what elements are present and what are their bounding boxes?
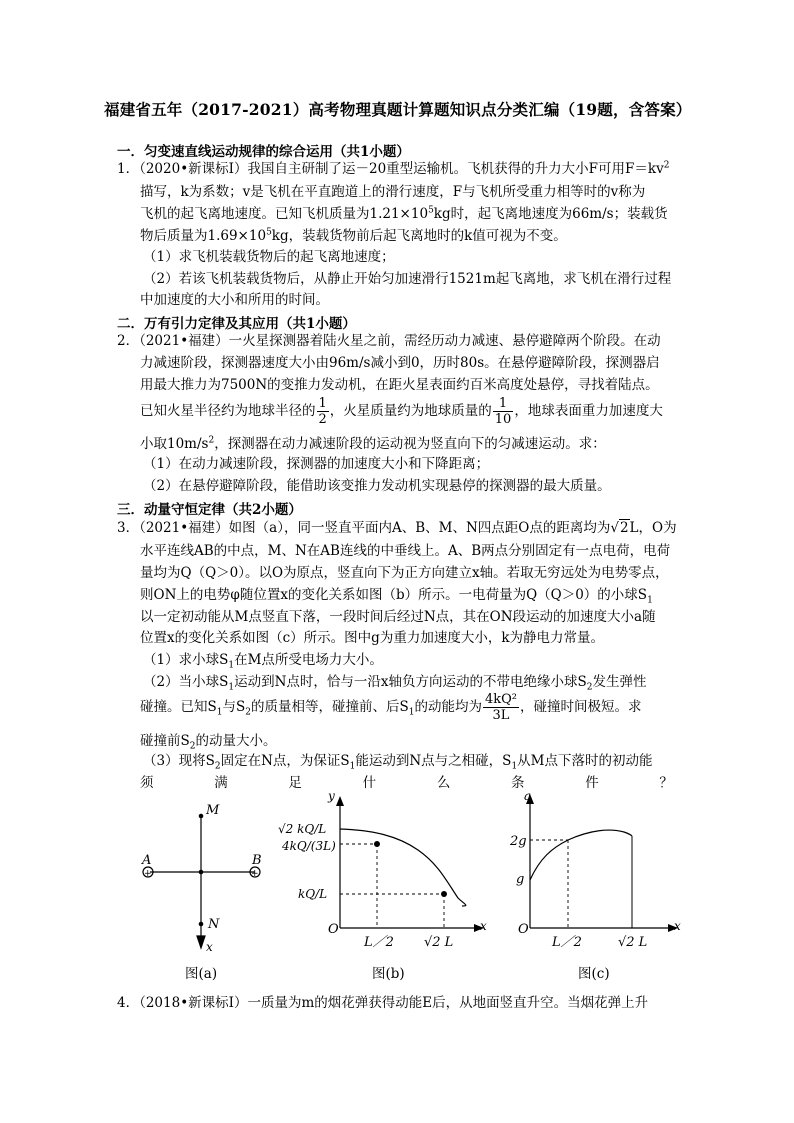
c-label-o: O (518, 922, 529, 937)
label-b: B (252, 853, 262, 868)
b-label-x: x (480, 919, 487, 933)
b-label-y2: 4kQ/(3L) (282, 839, 336, 853)
b-label-o: O (328, 922, 339, 937)
b-label-y3: kQ/L (298, 887, 328, 901)
c-label-x: x (674, 919, 681, 933)
section-heading-1: 一．匀变速直线运动规律的综合运用（共1小题） (117, 144, 410, 160)
b-label-x2: √2 L (424, 935, 454, 950)
q2-part-1: （1）在动力减速阶段，探测器的加速度大小和下降距离； (143, 456, 490, 472)
charge-a-sign: + (144, 869, 152, 879)
q3-line-1: 3．（2021•福建）如图（a），同一竖直平面内A、B、M、N四点距O点的距离均为√2L，O为 (117, 520, 677, 536)
figure-c (510, 788, 690, 968)
caption-b: 图(b) (372, 966, 405, 982)
fraction-half: $\frac{1}{2}$ (318, 396, 327, 427)
q3-line-6: 位置x的变化关系如图（c）所示。图中g为重力加速度大小，k为静电力常量。 (140, 630, 604, 646)
b-y-arrow-icon (336, 796, 344, 806)
q1-part-1: （1）求飞机装载货物后的起飞离地速度； (143, 249, 395, 265)
label-n: N (208, 917, 220, 932)
q2-part-2: （2）在悬停避障阶段，能借助该变推力发动机实现悬停的探测器的最大质量。 (143, 478, 611, 494)
x-axis-arrow-icon (197, 936, 205, 948)
b-point-1 (374, 841, 380, 847)
fraction-tenth: $\frac{1}{10}$ (494, 396, 512, 427)
potential-curve (340, 829, 466, 906)
figure-b (278, 788, 488, 968)
label-m: M (206, 803, 220, 818)
q3-part-2-end: 碰撞前$S_2$的动量大小。 (140, 733, 277, 752)
b-label-y: y (328, 789, 335, 803)
section-heading-3: 三．动量守恒定律（共2小题） (117, 502, 302, 518)
q3-line-3: 量均为Q（Q＞0）。以O为原点，竖直向下为正方向建立x轴。若取无穷远处为电势零点， (140, 565, 669, 581)
q1-line-2: 描写，k为系数；v是飞机在平直跑道上的滑行速度，F与飞机所受重力相等时的v称为 (140, 184, 646, 200)
q3-part-3: （3）现将$S_2$固定在N点，为保证$S_1$能运动到N点与之相碰，$S_1$从M点下落时的初动能 (143, 753, 653, 772)
q2-line-1: 2．（2021•福建）一火星探测器着陆火星之前，需经历动力减速、悬停避障两个阶段。在动 (117, 333, 661, 349)
figure-a (130, 788, 280, 968)
q3-line-5: 以一定初动能从M点竖直下落，一段时间后经过N点，其在ON段运动的加速度大小a随 (140, 609, 656, 625)
point-n (199, 922, 204, 927)
c-label-x1: L／2 (552, 935, 582, 950)
b-label-x1: L／2 (364, 935, 394, 950)
charge-b-sign: + (251, 869, 259, 879)
q3-line-2: 水平连线AB的中点，M、N在AB连线的中垂线上。A、B两点分别固定有一点电荷，电荷 (140, 543, 671, 559)
page-title: 福建省五年（2017-2021）高考物理真题计算题知识点分类汇编（19题，含答案） (104, 100, 692, 119)
q1-line-3: 飞机的起飞离地速度。已知飞机质量为$1.21\times 10^5kg$时，起飞离地速度为66m/s；装载货 (140, 205, 668, 222)
q4-line-1: 4．（2018•新课标Ⅰ）一质量为m的烟花弹获得动能E后，从地面竖直升空。当烟花弹上升 (117, 995, 649, 1011)
q3-line-4: 则ON上的电势φ随位置x的变化关系如图（b）所示。一电荷量为Q（Q＞0）的小球$S_1$ (140, 587, 653, 606)
caption-a: 图(a) (185, 966, 218, 982)
sqrt-two: √2 (610, 520, 629, 536)
label-a: A (142, 853, 152, 868)
q3-part-2-cont: 碰撞。已知$S_1$与$S_2$的质量相等，碰撞前、后$S_1$的动能均为 $\frac{\text{4kQ²}}{3L}$ ，碰撞时间极短。求 (140, 692, 642, 723)
q1-part-2-cont: 中加速度的大小和所用的时间。 (140, 292, 329, 308)
q3-part-3-cont: 须 满 足 什 么 条 件 ？ (140, 775, 673, 791)
fraction-energy: $\frac{\text{4kQ²}}{3L}$ (484, 692, 517, 723)
c-label-a: a (524, 789, 532, 803)
q1-line-1: 1．（2020•新课标Ⅰ）我国自主研制了运－20重型运输机。飞机获得的升力大小F可用$F=kv^2$ (117, 160, 670, 177)
q2-line-4: 已知火星半径约为地球半径的 $\frac{1}{2}$ ，火星质量约为地球质量的 $\frac{1}{10}$ ，地球表面重力加速度大 (140, 396, 663, 427)
caption-c: 图(c) (578, 966, 610, 982)
section-heading-2: 二．万有引力定律及其应用（共1小题） (117, 316, 356, 332)
b-point-2 (441, 891, 447, 897)
point-o (199, 870, 204, 875)
point-m (199, 814, 204, 819)
label-x: x (206, 940, 213, 954)
b-label-y1: √2 kQ/L (278, 822, 327, 836)
c-label-g: g (516, 872, 525, 887)
q2-line-5: 小取$10m/s^2$，探测器在动力减速阶段的运动视为竖直向下的匀减速运动。求： (140, 435, 606, 452)
q1-part-2: （2）若该飞机装载货物后，从静止开始匀加速滑行1521m起飞离地，求飞机在滑行过程 (143, 271, 672, 287)
q2-line-3: 用最大推力为7500N的变推力发动机，在距火星表面约百米高度处悬停，寻找着陆点。 (140, 377, 659, 393)
q3-part-2: （2）当小球$S_1$运动到N点时，恰与一沿x轴负方向运动的不带电绝缘小球$S_2$发生弹性 (143, 674, 647, 693)
acceleration-curve (530, 830, 632, 880)
q3-part-1: （1）求小球$S_1$在M点所受电场力大小。 (143, 652, 383, 671)
c-label-x2: √2 L (618, 935, 648, 950)
q1-line-4: 物后质量为$1.69\times 10^5kg$，装载货物前后起飞离地时的k值可视为不变。 (140, 227, 567, 244)
q2-line-2: 力减速阶段，探测器速度大小由96m/s减小到0，历时80s。在悬停避障阶段，探测器启 (140, 355, 660, 371)
c-label-2g: 2g (510, 834, 527, 849)
